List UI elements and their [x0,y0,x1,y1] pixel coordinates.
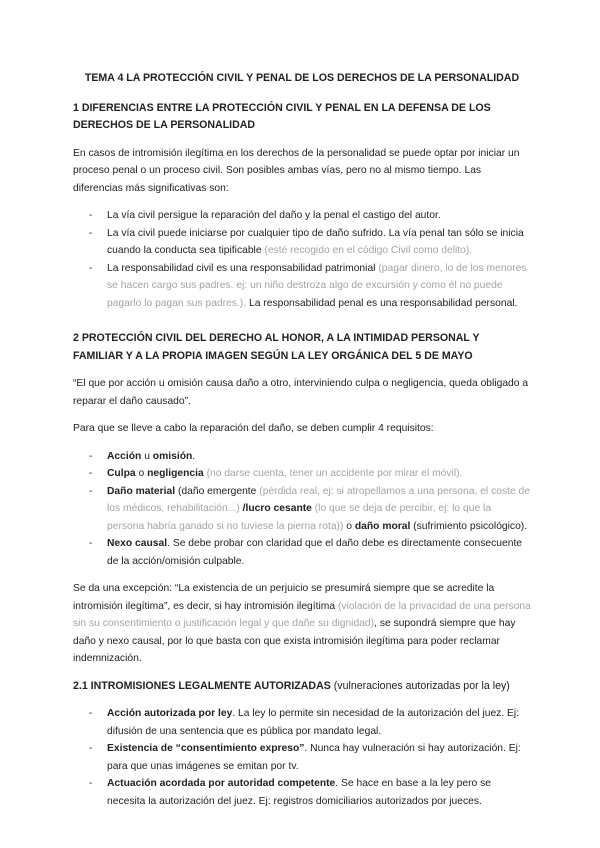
item-text: . Se hace en base a la ley pero se necesita la autorización del juez. Ej: registros domiciliarios autorizados por jueces. [107,778,491,807]
authorized-intrusions-list [73,705,531,810]
item-text: La responsabilidad civil es una responsabilidad patrimonial [107,262,376,274]
heading-text: 2.1 INTROMISIONES LEGALMENTE AUTORIZADAS [73,679,331,692]
list-item [73,775,531,810]
item-text: (sufrimiento psicológico). [410,520,528,532]
term: Culpa [107,468,136,479]
item-note: (esté recogido en el código Civil como delito). [261,245,473,256]
item-text: . [192,450,196,462]
section-2-1-heading [73,678,531,696]
term: negligencia [147,468,204,479]
term: Existencia de “consentimiento expreso” [107,743,305,754]
item-text-end: La responsabilidad penal es una responsabilidad personal. [246,297,518,309]
term: Acción autorizada por ley [107,708,233,719]
section-1-heading: 1 DIFERENCIAS ENTRE LA PROTECCIÓN CIVIL Y PENAL EN LA DEFENSA DE LOS DERECHOS DE LA PERSONALIDAD [73,101,491,131]
item-text: La vía civil puede iniciarse por cualquier tipo de daño sufrido. La vía penal tan sólo se inicia cuando la conducta sea tipificable [107,227,524,256]
term: omisión [152,450,193,462]
term: Actuación acordada por autoridad competente [107,778,336,789]
document-title: TEMA 4 LA PROTECCIÓN CIVIL Y PENAL DE LOS DERECHOS DE LA PERSONALIDAD [84,72,520,84]
connector: o [343,520,355,532]
law-quote: “El que por acción u omisión causa daño a otro, interviniendo culpa o negligencia, queda obligado a reparar el daño causado”. [73,378,529,407]
item-note: (pérdida real, ej: si atropellamos a una persona, el coste de los médicos, rehabilitación...) [107,485,531,514]
connector: o [135,468,148,479]
section-1-intro: En casos de intromisión ilegítima en los derechos de la personalidad se puede optar por iniciar un proceso penal o un proceso civil. Son posibles ambas vías, pero no al mismo tiempo. Las diferencias más significativas son: [73,147,520,194]
list-item [73,465,531,483]
list-item [73,535,531,570]
item-text: . La ley lo permite sin necesidad de la autorización del juez. Ej: difusión de una sentencia que es pública por mandato legal. [107,708,520,737]
item-text: . Nunca hay vulneración si hay autorización. Ej: para que unas imágenes se emitan por tv. [107,743,521,772]
document-page [73,70,531,820]
list-item [73,448,531,466]
list-item [73,705,531,740]
differences-list [73,207,531,312]
term: Daño material [107,485,176,497]
item-text: (daño emergente [175,485,257,497]
list-item [73,740,531,775]
list-item [73,207,531,225]
exception-text: Se da una excepción: “La existencia de un perjuicio se presumirá siempre que se acredite la intromisión ilegítima”, es decir, si hay intromisión ilegítima [73,583,495,612]
heading-note: (vulneraciones autorizadas por la ley) [330,679,510,692]
term: daño moral [354,520,411,532]
list-item [73,483,531,536]
exception-note: (violación de la privacidad de una persona sin su consentimiento o justificación legal y que dañe su dignidad) [73,600,531,629]
connector: u [141,450,153,462]
requirements-intro: Para que se lleve a cabo la reparación del daño, se deben cumplir 4 requisitos: [73,423,434,434]
exception-paragraph [73,580,531,668]
item-text: La vía civil persigue la reparación del daño y la penal el castigo del autor. [107,210,441,221]
requirements-list [73,448,531,571]
term: Acción [107,450,142,462]
term: Nexo causal [107,538,168,549]
section-2-heading: 2 PROTECCIÓN CIVIL DEL DERECHO AL HONOR, A LA INTIMIDAD PERSONAL Y FAMILIAR Y A LA PROPIA IMAGEN SEGÚN LA LEY ORGÁNICA DEL 5 DE MAYO [73,332,480,362]
item-text: . Se debe probar con claridad que el daño debe es directamente consecuente de la acción/omisión culpable. [107,538,523,567]
list-item [73,260,531,313]
item-note: (lo que se deja de percibir, ej: lo que la persona habría ganado si no tuviese la pierna rota)) [107,503,492,532]
exception-text-end: , se supondrá siempre que hay daño y nexo causal, por lo que basta con que exista intromisión ilegítima para poder reclamar indemnización. [73,618,516,664]
item-note: (pagar dinero, lo de los menores se hacen cargo sus padres. ej: un niño destroza algo de excursión y como él no puede pagarlo lo pagan sus padres.). [107,262,527,309]
term: /lucro cesante [239,503,312,514]
list-item [73,225,531,260]
item-note: (no darse cuenta, tener un accidente por mirar el móvil). [203,468,463,479]
